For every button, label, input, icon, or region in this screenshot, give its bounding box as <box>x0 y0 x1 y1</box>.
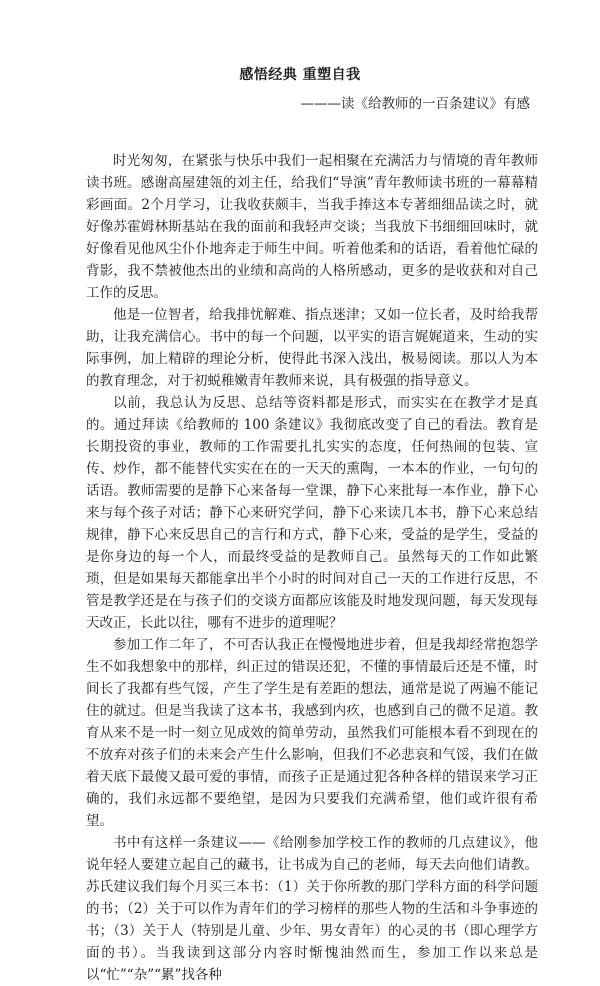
paragraph-4: 参加工作二年了，不可否认我正在慢慢地进步着，但是我却经常抱怨学生不如我想象中的那样，纠正过的错误还犯，不懂的事情最后还是不懂，时间长了我都有些气馁，产生了学生是有差距的想法，通常是说了两遍不能记住的就过。但是当我读了这本书，我感到内疚，也感到自己的微不足道。教育从来不是一时一刻立见成效的简单劳动，虽然我们可能根本看不到现在的不放弃对孩子们的未来会产生什么影响，但我们不必悲哀和气馁，我们在做着天底下最傻又最可爱的事情，而孩子正是通过犯各种各样的错误来学习正确的，我们永远都不要绝望，是因为只要我们充满希望，他们或许很有希望。 <box>86 637 538 829</box>
paragraph-5: 书中有这样一条建议——《给刚参加学校工作的教师的几点建议》，他说年轻人要建立起自己的藏书，让书成为自己的老师，每天去向他们请教。苏氏建议我们每个月买三本书：（1）关于你所教的那门学科方面的科学问题的书；（2）关于可以作为青年们的学习榜样的那些人物的生活和斗争事迹的书；（3）关于人（特别是儿童、少年、男女青年）的心灵的书（即心理学方面的书）。当我读到这部分内容时惭愧油然而生，参加工作以来总是以“忙”“杂”“累”找各种 <box>86 835 538 983</box>
essay-body <box>86 150 538 986</box>
paragraph-3: 以前，我总认为反思、总结等资料都是形式，而实实在在教学才是真的。通过拜读《给教师的 100 条建议》我彻底改变了自己的看法。教育是长期投资的事业，教师的工作需要扎扎实实的态度，任何热闹的包装、宣传、炒作，都不能替代实实在在的一天天的熏陶，一本本的作业，一句句的话语。教师需要的是静下心来备每一堂课，静下心来批每一本作业，静下心来与每个孩子对话；静下心来研究学问，静下心来读几本书，静下心来总结规律，静下心来反思自己的言行和方式，静下心来，受益的是学生，受益的是你身边的每一个人，而最终受益的是教师自己。虽然每天的工作如此繁琐，但是如果每天都能拿出半个小时的时间对自己一天的工作进行反思，不管是教学还是在与孩子们的交谈方面都应该能及时地发现问题，每天发现每天改正，长此以往，哪有不进步的道理呢？ <box>86 395 538 631</box>
essay-title: 感悟经典 重塑自我 <box>239 67 361 83</box>
paragraph-2: 他是一位智者，给我排忧解难、指点迷津；又如一位长者，及时给我帮助，让我充满信心。书中的每一个问题，以平实的语言娓娓道来，生动的实际事例，加上精辟的理论分析，使得此书深入浅出，极易阅读。那以人为本的教育理念，对于初蜕稚嫩青年教师来说，具有极强的指导意义。 <box>86 307 538 389</box>
essay-subtitle: ———读《给教师的一百条建议》有感 <box>300 96 530 112</box>
paragraph-1: 时光匆匆，在紧张与快乐中我们一起相聚在充满活力与情境的青年教师读书班。感谢高屋建瓴的刘主任，给我们“导演”青年教师读书班的一幕幕精彩画面。2个月学习，让我收获颇丰，当我手捧这本专著细细品读之时，就好像苏霍姆林斯基站在我的面前和我轻声交谈；当我放下书细细回味时，就好像看见他风尘仆仆地奔走于师生中间。听着他柔和的话语，看着他忙碌的背影，我不禁被他杰出的业绩和高尚的人格所感动，更多的是收获和对自己工作的反思。 <box>86 153 538 301</box>
